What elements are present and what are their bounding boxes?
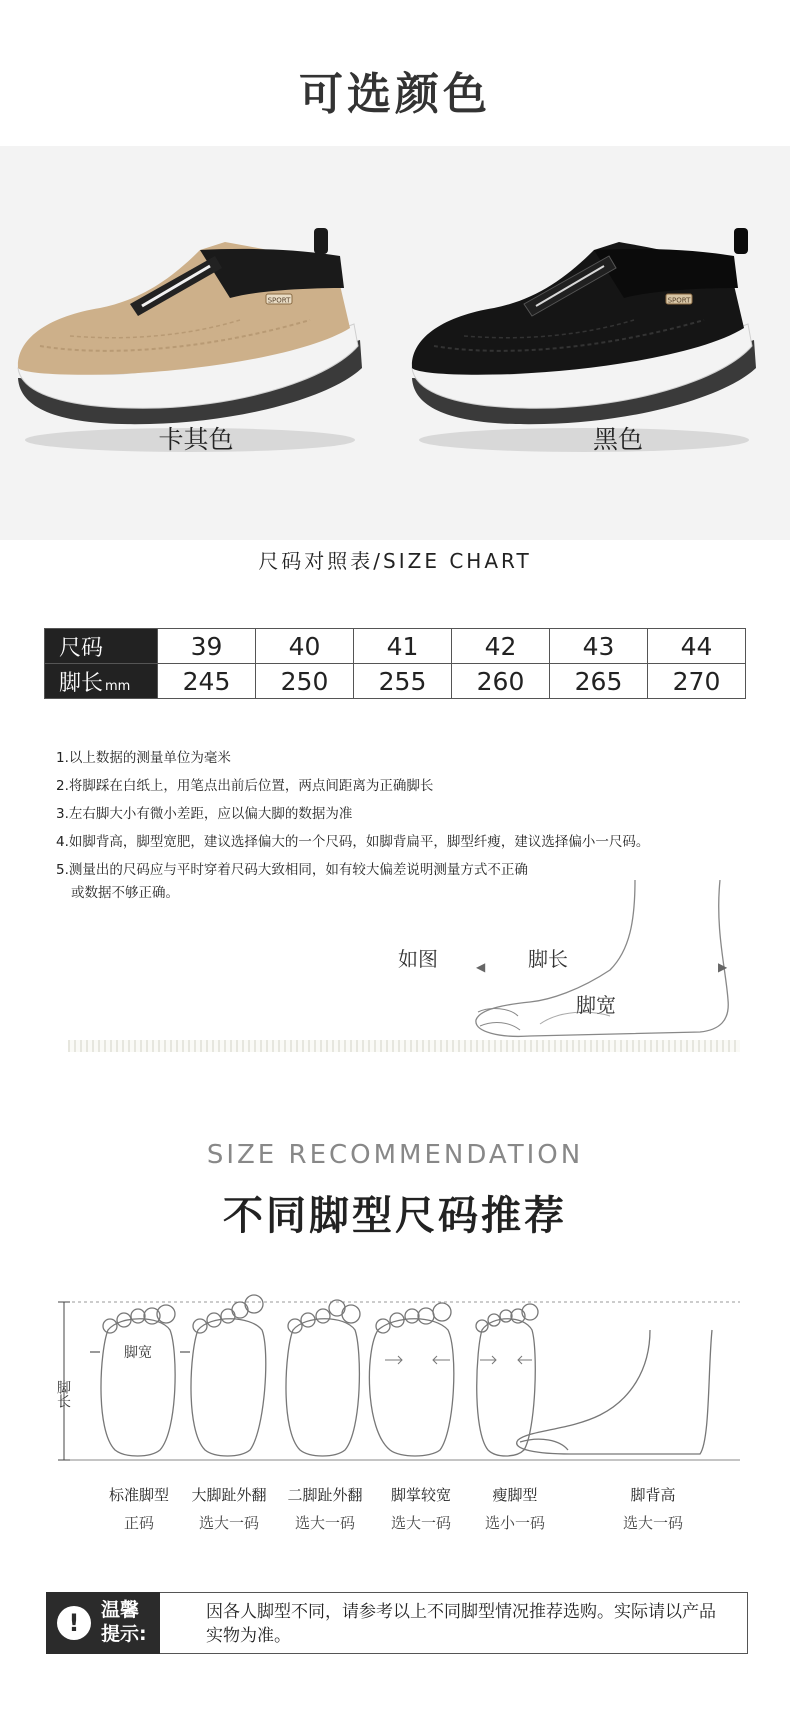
note-item: 5.测量出的尺码应与平时穿着尺码大致相同，如有较大偏差说明测量方式不正确 — [56, 862, 528, 878]
note-item: 或数据不够正确。 — [71, 885, 179, 901]
warning-icon: ! — [57, 1606, 91, 1640]
foot-length-label: 脚长 — [528, 947, 568, 971]
length-row — [45, 664, 746, 699]
recommendation-title-en: SIZE RECOMMENDATION — [206, 1140, 584, 1170]
measurement-notes — [56, 744, 756, 902]
arrow-right-icon: ▶ — [718, 960, 728, 974]
foot-type-rec: 选小一码 — [484, 1514, 545, 1532]
ruler-strip — [68, 1040, 740, 1052]
khaki-shoe-badge: SPORT — [267, 296, 291, 305]
size-chart-title: 尺码对照表/SIZE CHART — [258, 549, 532, 573]
as-shown-label: 如图 — [398, 947, 438, 971]
foot-type-name: 大脚趾外翻 — [191, 1486, 267, 1504]
recommendation-title-cn: 不同脚型尺码推荐 — [223, 1193, 567, 1239]
black-shoe-badge: SPORT — [667, 296, 691, 305]
length-axis-label: 脚长 — [55, 1380, 71, 1408]
size-table — [44, 628, 746, 699]
size-cell: 39 — [158, 629, 256, 664]
note-item: 2.将脚踩在白纸上，用笔点出前后位置，两点间距离为正确脚长 — [56, 778, 434, 794]
note-item: 3.左右脚大小有微小差距，应以偏大脚的数据为准 — [56, 806, 353, 822]
foot-type-name: 瘦脚型 — [492, 1486, 538, 1504]
foot-type-rec: 选大一码 — [294, 1514, 355, 1532]
arrow-left-icon: ◀ — [476, 960, 486, 974]
foot-type-name: 脚掌较宽 — [390, 1486, 451, 1504]
length-unit: mm — [105, 678, 131, 694]
length-cell: 265 — [550, 664, 648, 699]
length-cell: 250 — [256, 664, 354, 699]
width-marker-label: 脚宽 — [122, 1342, 154, 1362]
size-cell: 42 — [452, 629, 550, 664]
foot-type-bunion — [174, 1484, 284, 1533]
foot-width-label: 脚宽 — [576, 993, 616, 1017]
foot-type-high-instep — [598, 1484, 708, 1533]
foot-type-rec: 选大一码 — [198, 1514, 259, 1532]
black-color-label: 黑色 — [592, 425, 643, 454]
foot-type-rec: 正码 — [123, 1514, 154, 1532]
foot-type-name: 标准脚型 — [108, 1486, 169, 1504]
size-row-header: 尺码 — [45, 629, 158, 664]
length-cell: 270 — [648, 664, 746, 699]
foot-type-name: 二脚趾外翻 — [287, 1486, 363, 1504]
length-cell: 260 — [452, 664, 550, 699]
tip-text: 因各人脚型不同，请参考以上不同脚型情况推荐选购。实际请以产品实物为准。 — [206, 1602, 716, 1646]
length-label: 脚长 — [59, 670, 104, 696]
length-cell: 245 — [158, 664, 256, 699]
size-row — [45, 629, 746, 664]
foot-type-rec: 选大一码 — [622, 1514, 683, 1532]
tip-title: 温馨提示: — [101, 1599, 147, 1645]
foot-type-name: 脚背高 — [630, 1486, 676, 1504]
length-row-header — [45, 664, 158, 699]
foot-type-second-toe — [270, 1484, 380, 1533]
note-item: 1.以上数据的测量单位为毫米 — [56, 750, 231, 766]
size-cell: 43 — [550, 629, 648, 664]
foot-type-rec: 选大一码 — [390, 1514, 451, 1532]
note-item: 4.如脚背高，脚型宽肥，建议选择偏大的一个尺码，如脚背扁平，脚型纤瘦，建议选择偏小一尺码。 — [56, 834, 650, 850]
size-cell: 41 — [354, 629, 452, 664]
khaki-color-label: 卡其色 — [158, 425, 234, 454]
length-cell: 255 — [354, 664, 452, 699]
colors-title: 可选颜色 — [299, 69, 491, 120]
foot-types-diagram — [40, 1290, 750, 1470]
size-cell: 40 — [256, 629, 354, 664]
foot-type-slim — [460, 1484, 570, 1533]
size-cell: 44 — [648, 629, 746, 664]
